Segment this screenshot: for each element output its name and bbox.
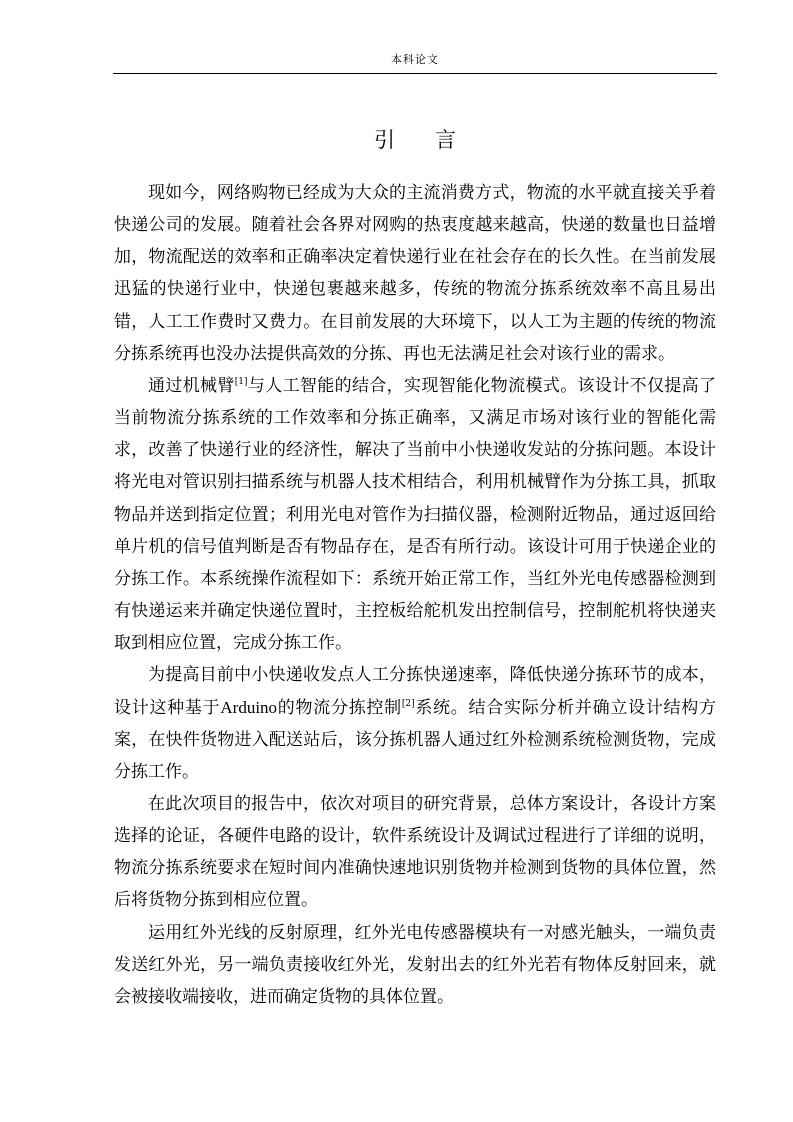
paragraph-3-text-c: 系统。结合实际分析并确立设计结构方案，在快件货物进入配送站后，该分拣机器人通过红外检测系统检测货物，完成分拣工作。	[114, 697, 717, 782]
paragraph-2-text-a: 通过机械臂	[148, 375, 235, 396]
paragraph-4: 在此次项目的报告中，依次对项目的研究背景，总体方案设计，各设计方案选择的论证，各硬件电路的设计，软件系统设计及调试过程进行了详细的说明，物流分拣系统要求在短时间内准确快速地识别货物并检测到货物的具体位置，然后将货物分拣到相应位置。	[114, 793, 716, 911]
paragraph-1: 现如今，网络购物已经成为大众的主流消费方式，物流的水平就直接关乎着快递公司的发展。随着社会各界对网购的热衷度越来越高，快递的数量也日益增加，物流配送的效率和正确率决定着快递行业在社会存在的长久性。在当前发展迅猛的快递行业中，快递包裹越来越多，传统的物流分拣系统效率不高且易出错，人工工作费时又费力。在目前发展的大环境下，以人工为主题的传统的物流分拣系统再也没办法提供高效的分拣、再也无法满足社会对该行业的需求。	[114, 183, 716, 364]
paragraph-3-text-b: 的物流分拣控制	[277, 697, 402, 718]
paragraph-5: 运用红外光线的反射原理，红外光电传感器模块有一对感光触头，一端负责发送红外光，另一端负责接收红外光，发射出去的红外光若有物体反射回来，就会被接收端接收，进而确定货物的具体位置。	[114, 922, 716, 1007]
header-rule	[113, 73, 717, 74]
section-title-char-1: 引	[374, 128, 395, 152]
running-header-title: 本科论文	[391, 53, 439, 66]
section-title	[113, 125, 717, 155]
paragraph-2-text-b: 与人工智能的结合，实现智能化物流模式。该设计不仅提高了当前物流分拣系统的工作效率和分拣正确率，又满足市场对该行业的智能化需求，改善了快递行业的经济性，解决了当前中小快递收发站的分拣问题。本设计将光电对管识别扫描系统与机器人技术相结合，利用机械臂作为分拣工具，抓取物品并送到指定位置；利用光电对管作为扫描仪器，检测附近物品，通过返回给单片机的信号值判断是否有物品存在，是否有所行动。该设计可用于快递企业的分拣工作。本系统操作流程如下：系统开始正常工作，当红外光电传感器检测到有快递运来并确定快递位置时，主控板给舵机发出控制信号，控制舵机将快递夹取到相应位置，完成分拣工作。	[114, 375, 717, 654]
paragraph-2	[114, 370, 716, 659]
paragraph-3-latin-term: Arduino	[220, 697, 278, 717]
paragraph-3-text-a: 为提高目前中小快递收发点人工分拣快递速率，降低快递分拣环节的成本，设计这种基于	[114, 665, 716, 718]
citation-ref-2: [2]	[401, 698, 415, 709]
citation-ref-1: [1]	[234, 376, 248, 387]
paragraph-3	[114, 659, 716, 788]
body-text	[114, 177, 716, 1013]
section-title-char-2: 言	[435, 128, 456, 152]
